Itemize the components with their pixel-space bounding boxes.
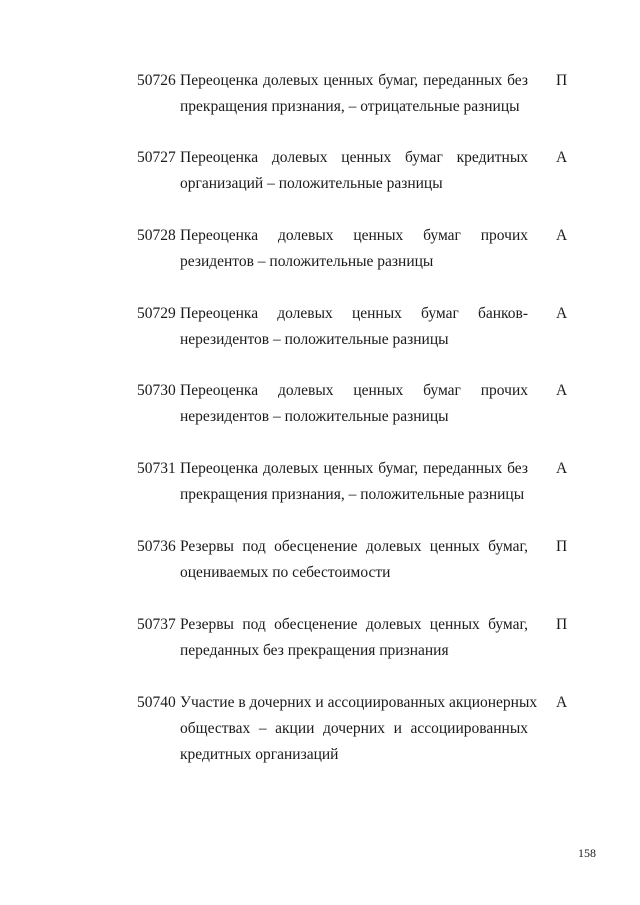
account-type: А bbox=[556, 694, 568, 711]
account-description bbox=[180, 301, 528, 353]
description-line: резидентов – положительные разницы bbox=[180, 253, 434, 270]
description-line: Переоценка долевых ценных бумаг банков- bbox=[180, 305, 528, 322]
account-type: А bbox=[556, 227, 568, 244]
account-code: 50728 bbox=[137, 227, 176, 244]
description-line: оцениваемых по себестоимости bbox=[180, 564, 391, 581]
account-type: П bbox=[556, 72, 568, 89]
account-type: А bbox=[556, 305, 568, 322]
description-line: кредитных организаций bbox=[180, 746, 339, 763]
account-code: 50737 bbox=[137, 616, 176, 633]
page-number: 158 bbox=[578, 846, 596, 860]
account-code: 50727 bbox=[137, 149, 176, 166]
account-code: 50740 bbox=[137, 694, 176, 711]
account-code: 50730 bbox=[137, 382, 176, 399]
account-description bbox=[180, 378, 528, 430]
description-line: Переоценка долевых ценных бумаг, переданных без bbox=[180, 460, 528, 477]
description-line: Участие в дочерних и ассоциированных акционерных bbox=[180, 694, 538, 711]
account-description bbox=[180, 534, 528, 586]
description-line: организаций – положительные разницы bbox=[180, 175, 443, 192]
description-line: нерезидентов – положительные разницы bbox=[180, 408, 449, 425]
description-line: Переоценка долевых ценных бумаг прочих bbox=[180, 382, 528, 399]
description-line: нерезидентов – положительные разницы bbox=[180, 331, 449, 348]
account-description bbox=[180, 68, 528, 120]
description-line: переданных без прекращения признания bbox=[180, 642, 449, 659]
account-type: П bbox=[556, 538, 568, 555]
description-line: прекращения признания, – отрицательные разницы bbox=[180, 98, 520, 115]
account-description bbox=[180, 145, 528, 197]
description-line: прекращения признания, – положительные разницы bbox=[180, 486, 525, 503]
account-description bbox=[180, 690, 538, 768]
description-line: Резервы под обесценение долевых ценных бумаг, bbox=[180, 616, 528, 633]
account-code: 50726 bbox=[137, 72, 176, 89]
description-line: Переоценка долевых ценных бумаг прочих bbox=[180, 227, 528, 244]
description-line: Переоценка долевых ценных бумаг, переданных без bbox=[180, 72, 528, 89]
account-description bbox=[180, 223, 528, 275]
description-line: Резервы под обесценение долевых ценных бумаг, bbox=[180, 538, 528, 555]
account-type: А bbox=[556, 460, 568, 477]
description-line: Переоценка долевых ценных бумаг кредитных bbox=[180, 149, 528, 166]
description-line: обществах – акции дочерних и ассоциированных bbox=[180, 720, 528, 737]
account-type: П bbox=[556, 616, 568, 633]
account-description bbox=[180, 456, 528, 508]
account-type: А bbox=[556, 382, 568, 399]
account-description bbox=[180, 612, 528, 664]
account-type: А bbox=[556, 149, 568, 166]
account-code: 50736 bbox=[137, 538, 176, 555]
account-code: 50731 bbox=[137, 460, 176, 477]
account-code: 50729 bbox=[137, 305, 176, 322]
